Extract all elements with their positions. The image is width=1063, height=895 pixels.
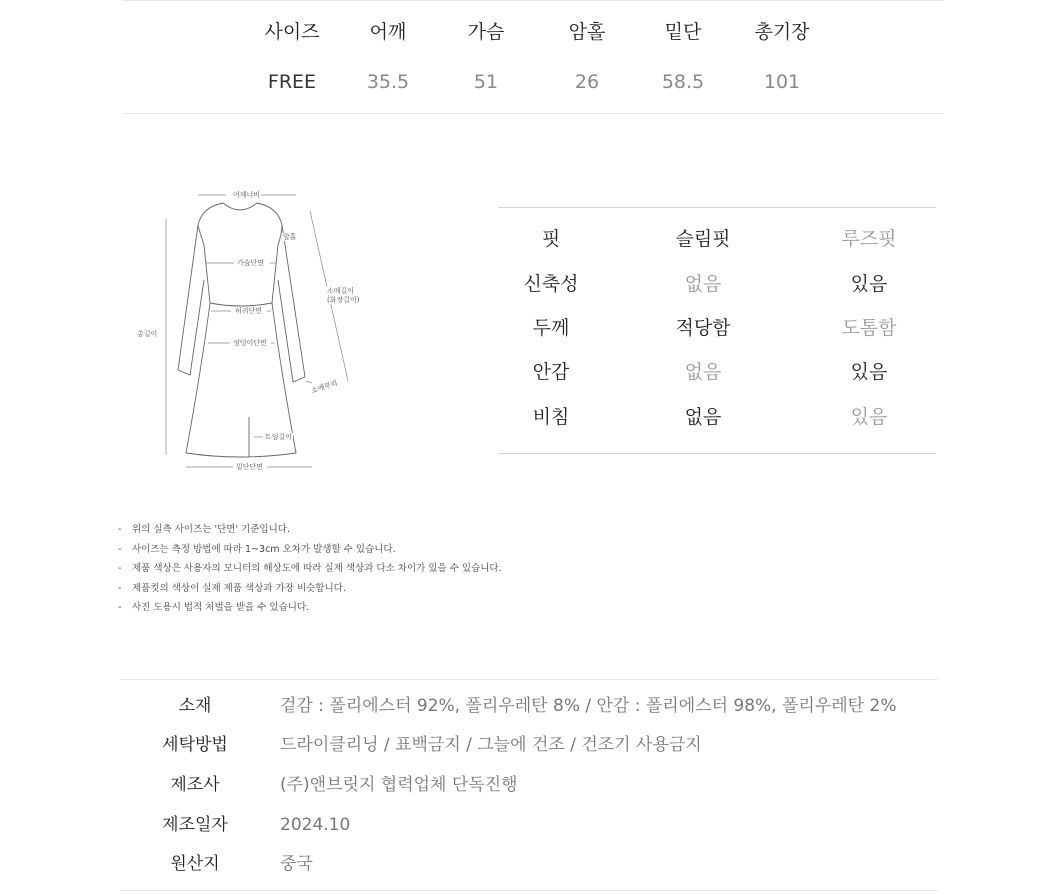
fit-row-stretch <box>498 269 936 299</box>
info-row-origin <box>120 849 940 879</box>
washing-label: 세탁방법 <box>162 735 228 755</box>
value-chest: 51 <box>473 71 499 93</box>
note-item: - 위의 실측 사이즈는 '단면' 기준입니다. <box>118 524 290 535</box>
label-cuff: 소매부리 <box>310 379 339 395</box>
header-armhole: 암홀 <box>568 21 606 43</box>
sheerness-label: 비침 <box>532 406 570 428</box>
thickness-option-thick: 도톰함 <box>841 317 897 339</box>
washing-value: 드라이클리닝 / 표백금지 / 그늘에 건조 / 건조기 사용금지 <box>280 735 702 755</box>
header-hem: 밑단 <box>664 21 702 43</box>
value-hem: 58.5 <box>661 71 705 93</box>
note-item: - 사이즈는 측정 방법에 따라 1~3cm 오차가 발생할 수 있습니다. <box>118 543 396 555</box>
lining-option-yes: 있음 <box>850 361 888 383</box>
manufacturer-value: (주)앤브릿지 협력업체 단독진행 <box>280 775 518 795</box>
info-row-date <box>120 810 940 840</box>
thickness-label: 두께 <box>532 317 570 339</box>
stretch-option-yes: 있음 <box>850 273 888 295</box>
note-item: - 사진 도용시 법적 처벌을 받을 수 있습니다. <box>118 602 310 613</box>
label-hip: 엉덩이단면 <box>233 339 267 347</box>
fit-table-top-border <box>498 207 936 208</box>
manufacturer-label: 제조사 <box>170 775 220 795</box>
note-text: 제품 색상은 사용자의 모니터의 해상도에 따라 실제 색상과 다소 차이가 있을 수 있습니다. <box>132 563 502 574</box>
note-text: 사이즈는 측정 방법에 따라 1~3cm 오차가 발생할 수 있습니다. <box>132 543 396 555</box>
material-value: 겉감 : 폴리에스터 92%, 폴리우레탄 8% / 안감 : 폴리에스터 98%, 폴리우레탄 2% <box>280 696 897 716</box>
value-size: FREE <box>267 71 317 93</box>
label-sleeve: 소매길이 <box>327 287 355 295</box>
note-item: - 제품컷의 색상이 실제 제품 색상과 가장 비슷합니다. <box>118 582 346 594</box>
value-length: 101 <box>763 71 801 93</box>
note-text: 제품컷의 색상이 실제 제품 색상과 가장 비슷합니다. <box>132 582 346 594</box>
info-row-material <box>120 691 940 721</box>
sheerness-option-yes: 있음 <box>850 406 888 428</box>
header-length: 총기장 <box>754 21 810 43</box>
thickness-option-moderate: 적당함 <box>675 317 731 339</box>
fit-option-loose: 루즈핏 <box>841 228 897 250</box>
material-label: 소재 <box>178 696 212 716</box>
origin-label: 원산지 <box>170 854 220 874</box>
origin-value: 중국 <box>280 854 313 874</box>
info-bottom-divider <box>120 890 938 891</box>
stretch-option-none: 없음 <box>684 273 722 295</box>
label-armhole: 암홀 <box>283 233 297 241</box>
fit-row-lining <box>498 357 936 387</box>
header-size: 사이즈 <box>264 21 320 43</box>
label-shoulder: 어깨너비 <box>233 191 261 199</box>
lining-option-none: 없음 <box>684 361 722 383</box>
label-chest: 가슴단면 <box>237 259 265 267</box>
sheerness-option-none: 없음 <box>684 406 722 428</box>
label-waist: 허리단면 <box>235 307 263 315</box>
date-value: 2024.10 <box>280 815 351 835</box>
label-slit: 트임길이 <box>265 433 293 441</box>
label-total: 총길이 <box>137 330 158 338</box>
stretch-label: 신축성 <box>523 273 579 295</box>
note-item: - 제품 색상은 사용자의 모니터의 해상도에 따라 실제 색상과 다소 차이가 있을 수 있습니다. <box>118 563 502 574</box>
value-armhole: 26 <box>574 71 600 93</box>
value-shoulder: 35.5 <box>366 71 410 93</box>
info-row-washing <box>120 730 940 760</box>
label-hem: 밑단단면 <box>236 463 264 471</box>
note-text: 위의 실측 사이즈는 '단면' 기준입니다. <box>132 524 290 535</box>
fit-table <box>498 207 936 454</box>
fit-row-sheerness <box>498 402 936 432</box>
info-row-manufacturer <box>120 770 940 800</box>
fit-table-bottom-border <box>498 453 936 454</box>
top-divider <box>122 0 944 1</box>
header-shoulder: 어깨 <box>369 21 407 43</box>
dress-outline-icon <box>130 185 380 480</box>
fit-row-thickness <box>498 313 936 343</box>
date-label: 제조일자 <box>162 815 228 835</box>
size-notes <box>118 520 502 618</box>
lining-label: 안감 <box>532 361 570 383</box>
fit-option-slim: 슬림핏 <box>675 228 731 250</box>
note-text: 사진 도용시 법적 처벌을 받을 수 있습니다. <box>132 602 310 613</box>
info-top-divider <box>120 679 938 680</box>
fit-label: 핏 <box>541 228 561 250</box>
size-table-divider <box>122 113 944 114</box>
dress-measurement-diagram <box>130 185 380 480</box>
header-chest: 가슴 <box>467 21 505 43</box>
label-sleeve-sub: (화장길이) <box>327 296 360 304</box>
fit-row-fit <box>498 224 936 254</box>
